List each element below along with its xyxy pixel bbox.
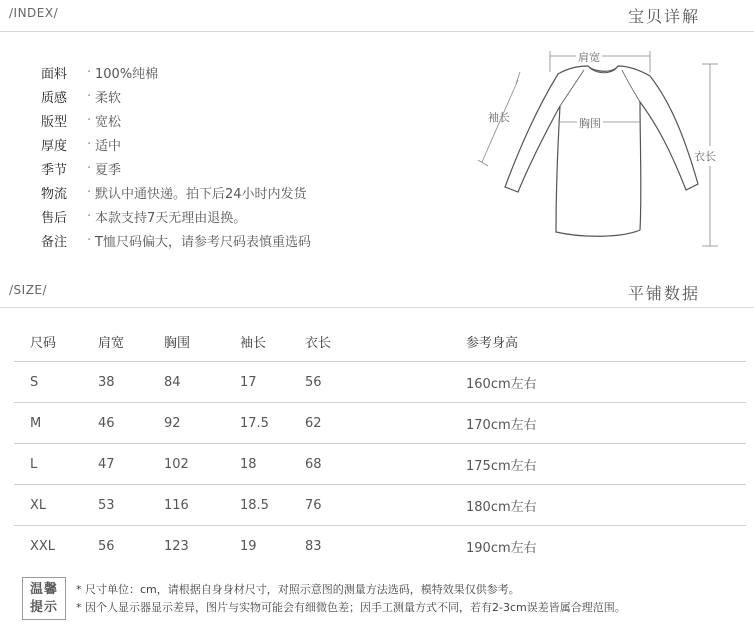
table-row (14, 403, 746, 444)
column-header: 胸围 (164, 336, 191, 351)
table-cell: L (30, 456, 38, 472)
index-section-header (0, 0, 754, 32)
measurement-diagram (472, 42, 734, 254)
table-row (14, 526, 746, 567)
prop-label: 备注 (41, 234, 68, 250)
table-cell: 92 (164, 415, 181, 431)
prop-separator: · (87, 88, 92, 104)
prop-value: 适中 (95, 138, 122, 154)
table-cell: 53 (98, 497, 115, 513)
prop-row (41, 180, 311, 204)
prop-label: 售后 (41, 210, 68, 226)
tips-badge-top: 温馨 (29, 581, 58, 597)
table-cell: 84 (164, 374, 181, 390)
size-title: 平铺数据 (627, 284, 700, 303)
table-row (14, 444, 746, 485)
column-header: 袖长 (240, 336, 267, 351)
tips-badge (22, 577, 66, 620)
table-cell: M (30, 415, 42, 431)
table-cell: 116 (164, 497, 189, 513)
prop-label: 面料 (41, 66, 68, 82)
table-cell: 123 (164, 539, 189, 554)
tips-lines (76, 581, 626, 617)
prop-separator: · (87, 160, 92, 176)
prop-value: 夏季 (95, 162, 122, 178)
prop-row (41, 60, 311, 84)
size-section-header (0, 277, 754, 308)
table-cell: 18.5 (240, 497, 269, 513)
table-cell: 56 (98, 539, 115, 554)
diagram-label-length: 衣长 (694, 146, 716, 166)
table-cell: 180cm左右 (466, 499, 537, 515)
table-cell: 102 (164, 456, 189, 472)
table-cell: 170cm左右 (466, 417, 537, 433)
tip-line: * 因个人显示器显示差异，图片与实物可能会有细微色差；因手工测量方式不同，若有2-3cm误差皆属合理范围。 (76, 601, 626, 614)
table-cell: 18 (240, 456, 257, 472)
diagram-label-sleeve: 袖长 (488, 111, 510, 124)
size-code: /SIZE/ (9, 283, 48, 297)
table-cell: 83 (305, 539, 322, 554)
prop-row (41, 108, 311, 132)
table-row (14, 485, 746, 526)
prop-row (41, 228, 311, 252)
table-cell: 56 (305, 374, 322, 390)
prop-separator: · (87, 112, 92, 128)
index-title: 宝贝详解 (627, 7, 700, 26)
column-header: 衣长 (305, 336, 332, 351)
tips-badge-bottom: 提示 (29, 599, 58, 615)
prop-value: 默认中通快递。拍下后24小时内发货 (95, 186, 307, 202)
table-cell: 17 (240, 374, 257, 390)
prop-row (41, 204, 311, 228)
tip-line: * 尺寸单位：cm，请根据自身身材尺寸，对照示意图的测量方法选码，模特效果仅供参考。 (76, 583, 520, 596)
table-cell: 175cm左右 (466, 458, 537, 474)
prop-separator: · (87, 232, 92, 248)
table-cell: 19 (240, 539, 257, 554)
prop-value: 本款支持7天无理由退换。 (95, 210, 247, 226)
prop-row (41, 156, 311, 180)
prop-separator: · (87, 136, 92, 152)
table-cell: 160cm左右 (466, 376, 537, 392)
prop-row (41, 132, 311, 156)
table-cell: XXL (30, 539, 56, 554)
prop-value: 宽松 (95, 114, 122, 130)
prop-label: 版型 (41, 114, 68, 130)
prop-separator: · (87, 184, 92, 200)
product-properties (41, 60, 311, 252)
table-cell: S (30, 374, 39, 390)
diagram-label-chest: 胸围 (579, 117, 601, 130)
prop-label: 质感 (41, 90, 68, 106)
prop-label: 季节 (41, 162, 68, 178)
table-cell: 68 (305, 456, 322, 472)
table-cell: XL (30, 497, 47, 513)
table-header (14, 322, 746, 362)
column-header: 参考身高 (466, 336, 519, 351)
column-header: 肩宽 (98, 336, 125, 351)
prop-separator: · (87, 208, 92, 224)
table-cell: 62 (305, 415, 322, 431)
size-table (14, 322, 746, 567)
table-cell: 190cm左右 (466, 541, 537, 556)
tips-box (22, 577, 738, 621)
prop-label: 厚度 (41, 138, 68, 154)
prop-row (41, 84, 311, 108)
diagram-label-shoulder: 肩宽 (578, 51, 600, 64)
index-code: /INDEX/ (9, 6, 59, 20)
column-header: 尺码 (30, 336, 57, 351)
table-row (14, 362, 746, 403)
table-cell: 38 (98, 374, 115, 390)
table-cell: 47 (98, 456, 115, 472)
table-cell: 76 (305, 497, 322, 513)
prop-separator: · (87, 64, 92, 80)
prop-value: 柔软 (95, 90, 122, 106)
table-cell: 46 (98, 415, 115, 431)
prop-label: 物流 (41, 186, 68, 202)
prop-value: 100%纯棉 (95, 66, 159, 82)
table-cell: 17.5 (240, 415, 269, 431)
prop-value: T恤尺码偏大，请参考尺码表慎重选码 (95, 234, 311, 250)
